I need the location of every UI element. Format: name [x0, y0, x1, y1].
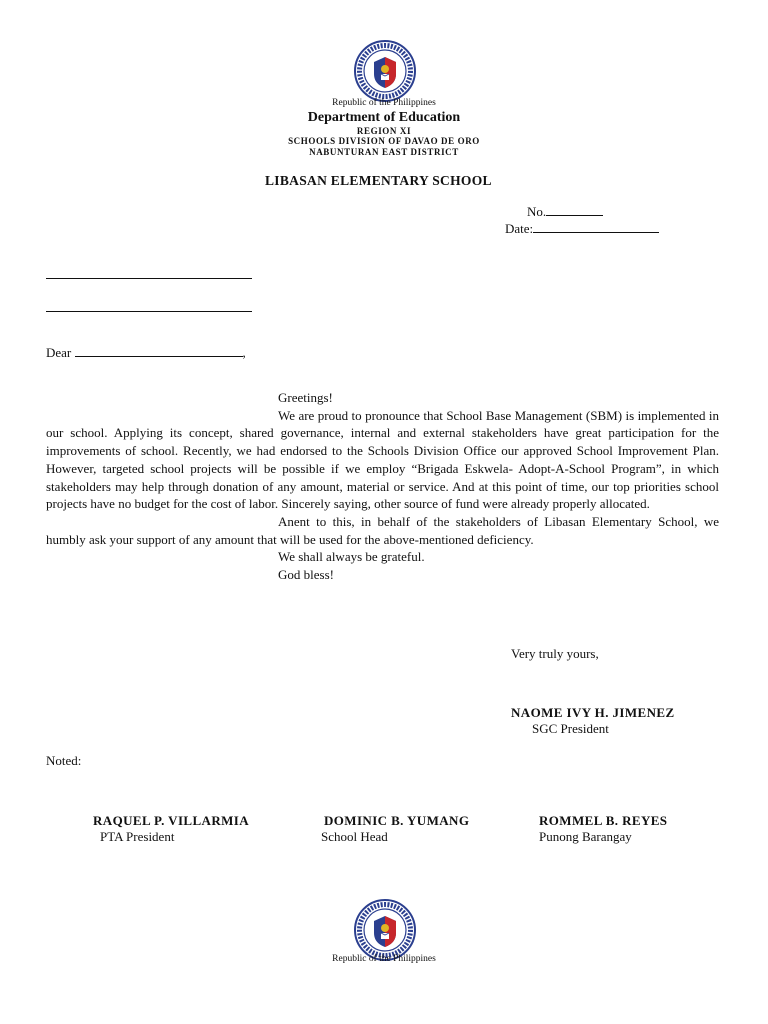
- recipient-blank: [75, 344, 243, 357]
- school-name: LIBASAN ELEMENTARY SCHOOL: [265, 173, 492, 188]
- salutation-comma: ,: [242, 345, 246, 360]
- pta-president-title: PTA President: [100, 829, 175, 844]
- number-label: No.: [527, 204, 547, 219]
- grateful-line: We shall always be grateful.: [278, 549, 425, 565]
- valediction: Very truly yours,: [511, 646, 599, 661]
- reference-date: [505, 220, 659, 238]
- recipient-address-line: [46, 311, 252, 312]
- date-label: Date:: [505, 221, 534, 236]
- school-head-name: DOMINIC B. YUMANG: [324, 813, 470, 828]
- greeting: Greetings!: [278, 390, 333, 405]
- blessing-line: God bless!: [278, 567, 334, 583]
- date-blank: [533, 220, 659, 233]
- recipient-name-line: [46, 278, 252, 279]
- footer-republic-text: Republic of the Philippines: [332, 954, 436, 964]
- deped-seal-logo: [354, 40, 416, 102]
- republic-text: Republic of the Philippines: [332, 98, 436, 108]
- signer-title: SGC President: [532, 721, 609, 736]
- body-paragraph-1: We are proud to pronounce that School Base Management (SBM) is implemented in our school. Applying its concept, shared governance, internal and external stakeholders have great participation for the improvements of school. Recently, we had endorsed to the Schools Division Office our approved School Improvement Plan. However, targeted school projects will be possible if we employ “Brigada Eskwela- Adopt-A-School Program”, in which stakeholders may help through donation of any amount, material or service. And at this point of time, our top priorities school projects have no budget for the cost of labor. Sincerely saying, other source of fund were already properly allocated.: [46, 407, 719, 512]
- dear-label: Dear: [46, 345, 72, 360]
- barangay-captain-name: ROMMEL B. REYES: [539, 813, 668, 828]
- noted-label: Noted:: [46, 753, 82, 768]
- barangay-captain-title: Punong Barangay: [539, 829, 632, 844]
- signer-name: NAOME IVY H. JIMENEZ: [511, 705, 675, 720]
- salutation: [46, 344, 246, 362]
- department-title: Department of Education: [307, 110, 461, 125]
- region-text: REGION XI: [356, 126, 412, 136]
- reference-number: [527, 203, 603, 221]
- pta-president-name: RAQUEL P. VILLARMIA: [93, 813, 250, 828]
- district-text: NABUNTURAN EAST DISTRICT: [309, 147, 459, 157]
- body-paragraph-2: Anent to this, in behalf of the stakeholders of Libasan Elementary School, we humbly ask your support of any amount that will be used for the above-mentioned deficiency.: [46, 513, 719, 547]
- number-blank: [546, 203, 603, 216]
- division-text: SCHOOLS DIVISION OF DAVAO DE ORO: [288, 136, 480, 146]
- school-head-title: School Head: [321, 829, 388, 844]
- letter-body: [46, 389, 719, 584]
- footer-deped-seal-logo: [354, 899, 416, 961]
